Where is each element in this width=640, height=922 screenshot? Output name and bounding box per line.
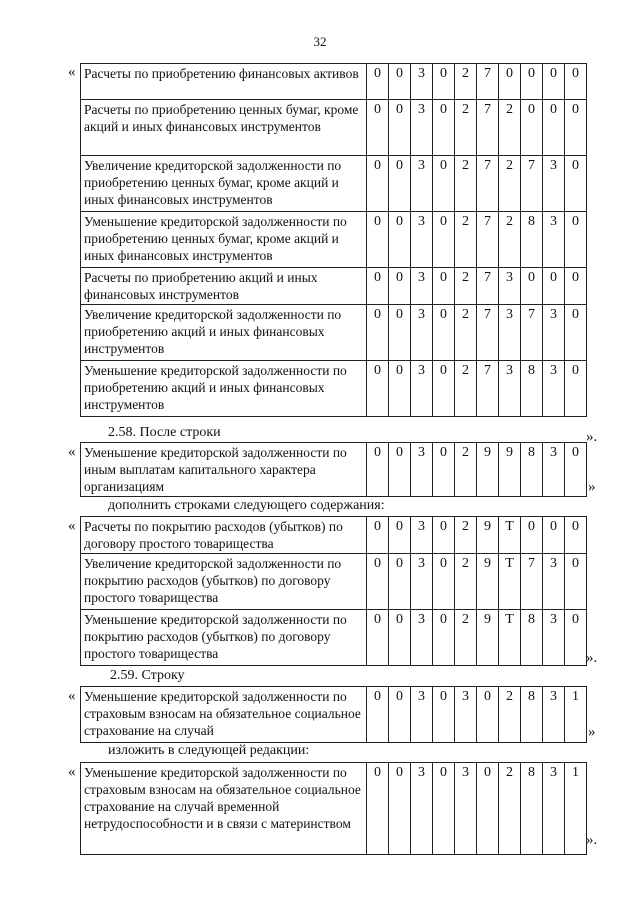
code-digit: 3 [499, 361, 521, 417]
table-row [81, 305, 587, 361]
code-digit: 0 [389, 156, 411, 212]
code-digit: 0 [367, 156, 389, 212]
code-digit: 0 [389, 517, 411, 554]
account-table-4 [80, 686, 587, 743]
code-digit: 3 [543, 156, 565, 212]
code-digit: 2 [455, 100, 477, 156]
code-digit: 7 [477, 156, 499, 212]
code-digit: 0 [389, 268, 411, 305]
code-digit: 0 [433, 443, 455, 497]
code-digit: 0 [433, 212, 455, 268]
account-description: Уменьшение кредиторской задолженности по страховым взносам на обязательное социальное страхование на случай [81, 687, 367, 743]
code-digit: 0 [565, 610, 587, 666]
account-table-2 [80, 442, 587, 497]
code-digit: 7 [521, 305, 543, 361]
code-digit: 2 [455, 305, 477, 361]
code-digit: 2 [499, 687, 521, 743]
code-digit: 0 [521, 268, 543, 305]
table-row [81, 156, 587, 212]
opening-quote: « [68, 764, 76, 780]
code-digit: 9 [477, 554, 499, 610]
code-digit: 0 [521, 100, 543, 156]
account-description: Уменьшение кредиторской задолженности по приобретению акций и иных финансовых инструментов [81, 361, 367, 417]
code-digit: 3 [411, 100, 433, 156]
code-digit: 3 [411, 763, 433, 855]
code-digit: 3 [499, 305, 521, 361]
code-digit: 0 [433, 361, 455, 417]
table-row [81, 64, 587, 100]
table-row [81, 687, 587, 743]
account-description: Увеличение кредиторской задолженности по приобретению ценных бумаг, кроме акций и иных финансовых инструментов [81, 156, 367, 212]
code-digit: 0 [367, 212, 389, 268]
table-row [81, 517, 587, 554]
code-digit: 7 [477, 305, 499, 361]
page-number: 32 [313, 34, 327, 49]
code-digit: 3 [543, 361, 565, 417]
code-digit: 0 [389, 610, 411, 666]
code-digit: 0 [389, 64, 411, 100]
code-digit: 8 [521, 212, 543, 268]
table-row [81, 763, 587, 855]
code-digit: 2 [455, 517, 477, 554]
code-digit: 0 [433, 687, 455, 743]
code-digit: 0 [477, 763, 499, 855]
code-digit: 0 [433, 763, 455, 855]
account-description: Увеличение кредиторской задолженности по приобретению акций и иных финансовых инструментов [81, 305, 367, 361]
closing-quote: » [588, 724, 596, 740]
code-digit: 0 [433, 100, 455, 156]
code-digit: 0 [543, 64, 565, 100]
code-digit: 0 [389, 305, 411, 361]
code-digit: 2 [455, 64, 477, 100]
account-table-1 [80, 63, 587, 417]
code-digit: 0 [433, 156, 455, 212]
code-digit: 2 [455, 156, 477, 212]
code-digit: 3 [411, 212, 433, 268]
code-digit: 0 [565, 305, 587, 361]
account-description: Уменьшение кредиторской задолженности по иным выплатам капитального характера организациям [81, 443, 367, 497]
code-digit: 0 [389, 763, 411, 855]
code-digit: 8 [521, 763, 543, 855]
code-digit: 3 [411, 687, 433, 743]
code-digit: 9 [477, 517, 499, 554]
code-digit: 9 [477, 443, 499, 497]
code-digit: Т [499, 554, 521, 610]
code-digit: 0 [367, 100, 389, 156]
code-digit: 0 [565, 212, 587, 268]
paragraph-edit: изложить в следующей редакции: [108, 743, 310, 758]
paragraph-2-58: 2.58. После строки [108, 425, 221, 440]
code-digit: 7 [477, 361, 499, 417]
table-row [81, 100, 587, 156]
code-digit: 0 [565, 554, 587, 610]
account-description: Расчеты по приобретению финансовых активов [81, 64, 367, 100]
code-digit: 3 [411, 554, 433, 610]
opening-quote: « [68, 444, 76, 460]
code-digit: 3 [543, 763, 565, 855]
code-digit: 3 [543, 212, 565, 268]
code-digit: 3 [411, 64, 433, 100]
code-digit: 7 [477, 100, 499, 156]
table-row [81, 443, 587, 497]
code-digit: 0 [565, 64, 587, 100]
code-digit: 2 [455, 554, 477, 610]
code-digit: 0 [543, 100, 565, 156]
code-digit: Т [499, 610, 521, 666]
code-digit: 2 [499, 212, 521, 268]
code-digit: 8 [521, 610, 543, 666]
code-digit: 3 [411, 268, 433, 305]
code-digit: 0 [389, 212, 411, 268]
code-digit: 0 [433, 517, 455, 554]
table-row [81, 361, 587, 417]
code-digit: 0 [389, 361, 411, 417]
account-description: Расчеты по приобретению ценных бумаг, кроме акций и иных финансовых инструментов [81, 100, 367, 156]
code-digit: 0 [565, 268, 587, 305]
code-digit: 0 [433, 64, 455, 100]
code-digit: 3 [411, 361, 433, 417]
paragraph-supplement: дополнить строками следующего содержания: [108, 498, 385, 513]
code-digit: 9 [499, 443, 521, 497]
code-digit: 3 [411, 517, 433, 554]
code-digit: 0 [367, 610, 389, 666]
opening-quote: « [68, 688, 76, 704]
code-digit: 2 [499, 763, 521, 855]
code-digit: 0 [367, 517, 389, 554]
code-digit: 8 [521, 687, 543, 743]
code-digit: 3 [543, 610, 565, 666]
code-digit: 3 [411, 305, 433, 361]
code-digit: 0 [565, 100, 587, 156]
code-digit: 0 [389, 554, 411, 610]
code-digit: 7 [521, 156, 543, 212]
table-row [81, 610, 587, 666]
opening-quote: « [68, 518, 76, 534]
code-digit: 2 [455, 212, 477, 268]
code-digit: 0 [543, 517, 565, 554]
code-digit: 7 [477, 268, 499, 305]
account-table-3 [80, 516, 587, 666]
code-digit: 0 [367, 305, 389, 361]
code-digit: 0 [477, 687, 499, 743]
code-digit: 3 [499, 268, 521, 305]
table-row [81, 212, 587, 268]
code-digit: 7 [477, 212, 499, 268]
code-digit: 2 [455, 443, 477, 497]
code-digit: 2 [455, 610, 477, 666]
code-digit: 0 [499, 64, 521, 100]
code-digit: 7 [521, 554, 543, 610]
code-digit: 0 [433, 610, 455, 666]
code-digit: 3 [455, 687, 477, 743]
paragraph-2-59: 2.59. Строку [110, 668, 185, 683]
code-digit: 0 [389, 687, 411, 743]
code-digit: 0 [433, 268, 455, 305]
code-digit: 0 [433, 305, 455, 361]
account-description: Уменьшение кредиторской задолженности по страховым взносам на обязательное социальное страхование на случай временной нетрудоспособности и в связи с материнством [81, 763, 367, 855]
opening-quote: « [68, 64, 76, 80]
code-digit: 3 [455, 763, 477, 855]
code-digit: 0 [565, 361, 587, 417]
code-digit: 0 [367, 763, 389, 855]
account-table-5 [80, 762, 587, 855]
code-digit: 1 [565, 687, 587, 743]
code-digit: 0 [367, 443, 389, 497]
code-digit: 3 [411, 443, 433, 497]
code-digit: 0 [565, 156, 587, 212]
code-digit: 2 [499, 156, 521, 212]
closing-quote: ». [586, 429, 598, 445]
code-digit: 3 [543, 305, 565, 361]
code-digit: 2 [455, 361, 477, 417]
closing-quote: » [588, 479, 596, 495]
closing-quote: ». [586, 650, 598, 666]
code-digit: 0 [521, 517, 543, 554]
code-digit: 0 [389, 443, 411, 497]
code-digit: 1 [565, 763, 587, 855]
code-digit: 9 [477, 610, 499, 666]
code-digit: 0 [367, 687, 389, 743]
account-description: Уменьшение кредиторской задолженности по покрытию расходов (убытков) по договору простого товарищества [81, 610, 367, 666]
code-digit: 0 [565, 443, 587, 497]
code-digit: 0 [367, 268, 389, 305]
code-digit: 3 [543, 687, 565, 743]
code-digit: 0 [367, 361, 389, 417]
code-digit: 0 [543, 268, 565, 305]
code-digit: 3 [411, 610, 433, 666]
code-digit: 2 [499, 100, 521, 156]
closing-quote: ». [586, 832, 598, 848]
account-description: Увеличение кредиторской задолженности по покрытию расходов (убытков) по договору простого товарищества [81, 554, 367, 610]
code-digit: Т [499, 517, 521, 554]
code-digit: 8 [521, 361, 543, 417]
code-digit: 7 [477, 64, 499, 100]
code-digit: 3 [543, 443, 565, 497]
code-digit: 0 [367, 554, 389, 610]
code-digit: 8 [521, 443, 543, 497]
code-digit: 3 [543, 554, 565, 610]
code-digit: 0 [367, 64, 389, 100]
account-description: Расчеты по приобретению акций и иных финансовых инструментов [81, 268, 367, 305]
code-digit: 0 [433, 554, 455, 610]
table-row [81, 268, 587, 305]
table-row [81, 554, 587, 610]
account-description: Расчеты по покрытию расходов (убытков) по договору простого товарищества [81, 517, 367, 554]
code-digit: 0 [389, 100, 411, 156]
code-digit: 3 [411, 156, 433, 212]
code-digit: 0 [521, 64, 543, 100]
code-digit: 2 [455, 268, 477, 305]
account-description: Уменьшение кредиторской задолженности по приобретению ценных бумаг, кроме акций и иных финансовых инструментов [81, 212, 367, 268]
code-digit: 0 [565, 517, 587, 554]
